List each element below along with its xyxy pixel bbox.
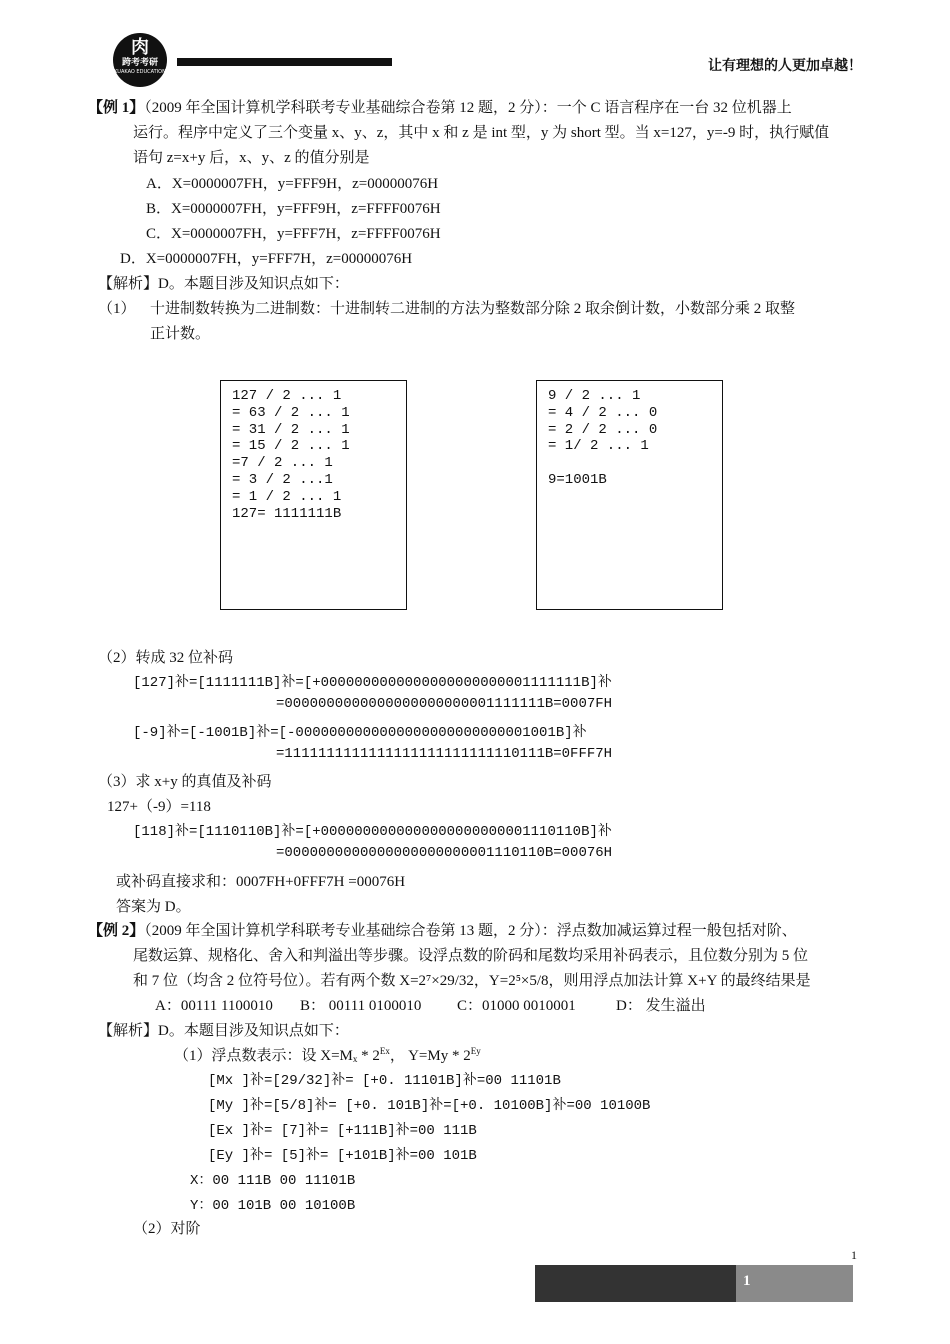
example1-question-line2: 运行。程序中定义了三个变量 x、y、z，其中 x 和 z 是 int 型，y 为 short 型。当 x=127，y=-9 时，执行赋值 xyxy=(133,125,830,141)
float-x-row: X：00 111B 00 11101B xyxy=(190,1173,356,1189)
example2-question-line3: 和 7 位（均含 2 位符号位）。若有两个数 X=2⁷×29/32，Y=2⁵×5/8，则用浮点加法计算 X+Y 的最终结果是 xyxy=(133,973,811,989)
float-representation xyxy=(174,1044,481,1065)
complement-minus9: [-9]补=[-1001B]补=[-0000000000000000000000000001001B]补 xyxy=(133,725,587,741)
fp-y: ， Y=My * 2 xyxy=(389,1048,471,1064)
example2-option-c: C：01000 0010001 xyxy=(457,998,576,1014)
example1-step3: （3）求 x+y 的真值及补码 xyxy=(98,774,272,790)
example2-option-b: B： 00111 0100010 xyxy=(300,998,422,1014)
conversion-127-text: 127 / 2 ... 1 = 63 / 2 ... 1 = 31 / 2 ... 1 = 15 / 2 ... 1 =7 / 2 ... 1 = 3 / 2 ...1 = 1 / 2 ... 1 127= 1111111B xyxy=(232,388,350,522)
example1-option-a: A．X=0000007FH，y=FFF9H，z=00000076H xyxy=(146,176,439,192)
logo-name: 跨考考研 xyxy=(121,58,158,68)
example2-analysis: 【解析】D。本题目涉及知识点如下： xyxy=(98,1023,349,1039)
example1-option-b: B．X=0000007FH，y=FFF9H，z=FFFF0076H xyxy=(146,201,441,217)
page-number-small: 1 xyxy=(851,1248,857,1262)
direct-sum: 或补码直接求和：0007FH+0FFF7H =00076H xyxy=(116,874,406,890)
example1-label: 【例 1】 xyxy=(88,100,145,116)
footer-bar xyxy=(535,1265,853,1302)
fp-sup-ey: Ey xyxy=(470,1046,481,1056)
example2-text-1: （2009 年全国计算机学科联考专业基础综合卷第 13 题，2 分）：浮点数加减运算过程一般包括对阶、 xyxy=(144,923,797,939)
logo-english: KUAKAO EDUCATION xyxy=(114,69,166,75)
fp-mid: * 2 xyxy=(357,1048,380,1064)
sum-expression: 127+（-9）=118 xyxy=(107,799,211,815)
fp-sub-x: x xyxy=(352,1054,358,1064)
example2-question-line2: 尾数运算、规格化、舍入和判溢出等步骤。设浮点数的阶码和尾数均采用补码表示，且位数分别为 5 位 xyxy=(133,948,809,964)
footer-page-number: 1 xyxy=(743,1273,751,1289)
logo-mark: 肉 xyxy=(131,37,149,58)
complement-118-result: =0000000000000000000000001110110B=00076H xyxy=(276,845,613,861)
complement-minus9-result: =1111111111111111111111111110111B=0FFF7H xyxy=(276,746,613,762)
conversion-box-127 xyxy=(220,380,407,610)
example1-analysis: 【解析】D。本题目涉及知识点如下： xyxy=(98,276,349,292)
example2-option-a: A：00111 1100010 xyxy=(155,998,273,1014)
exponent-x: [Ex ]补= [7]补= [+111B]补=00 111B xyxy=(208,1123,477,1139)
float-y-row: Y：00 101B 00 10100B xyxy=(190,1198,356,1214)
example2-label: 【例 2】 xyxy=(88,923,145,939)
example2-option-d: D： 发生溢出 xyxy=(616,998,706,1014)
mantissa-y: [My ]补=[5/8]补= [+0. 101B]补=[+0. 10100B]补=00 10100B xyxy=(208,1098,651,1114)
fp-text: （1）浮点数表示：设 X=M xyxy=(174,1048,353,1064)
exponent-y: [Ey ]补= [5]补= [+101B]补=00 101B xyxy=(208,1148,477,1164)
example1-step1-line1: 十进制数转换为二进制数：十进制转二进制的方法为整数部分除 2 取余倒计数，小数部分乘 2 取整 xyxy=(150,301,796,317)
example2-step2: （2）对阶 xyxy=(133,1221,201,1237)
header-rule xyxy=(177,58,392,66)
example1-option-c: C．X=0000007FH，y=FFF7H，z=FFFF0076H xyxy=(146,226,441,242)
complement-118: [118]补=[1110110B]补=[+0000000000000000000000001110110B]补 xyxy=(133,824,612,840)
fp-sup-ex: Ex xyxy=(379,1046,390,1056)
example1-question-line3: 语句 z=x+y 后，x、y、z 的值分别是 xyxy=(133,150,370,166)
example2-question-line1 xyxy=(88,919,797,940)
example1-question-line1 xyxy=(88,96,792,117)
example1-step1-number: （1） xyxy=(98,301,136,317)
header-slogan: 让有理想的人更加卓越！ xyxy=(708,58,862,74)
footer-bar-light xyxy=(736,1265,853,1302)
example1-step2: （2）转成 32 位补码 xyxy=(98,650,234,666)
complement-127-result: =0000000000000000000000001111111B=0007FH xyxy=(276,696,613,712)
complement-127: [127]补=[1111111B]补=[+0000000000000000000000001111111B]补 xyxy=(133,675,612,691)
example1-text-1: （2009 年全国计算机学科联考专业基础综合卷第 12 题，2 分）：一个 C 语言程序在一台 32 位机器上 xyxy=(144,100,792,116)
example1-answer: 答案为 D。 xyxy=(116,899,191,915)
conversion-9-text: 9 / 2 ... 1 = 4 / 2 ... 0 = 2 / 2 ... 0 = 1/ 2 ... 1 9=1001B xyxy=(548,388,658,488)
brand-logo xyxy=(113,33,167,87)
example1-step1-line2: 正计数。 xyxy=(150,326,211,342)
example1-option-d: D．X=0000007FH，y=FFF7H，z=00000076H xyxy=(120,251,413,267)
conversion-box-9 xyxy=(536,380,723,610)
mantissa-x: [Mx ]补=[29/32]补= [+0. 11101B]补=00 11101B xyxy=(208,1073,561,1089)
